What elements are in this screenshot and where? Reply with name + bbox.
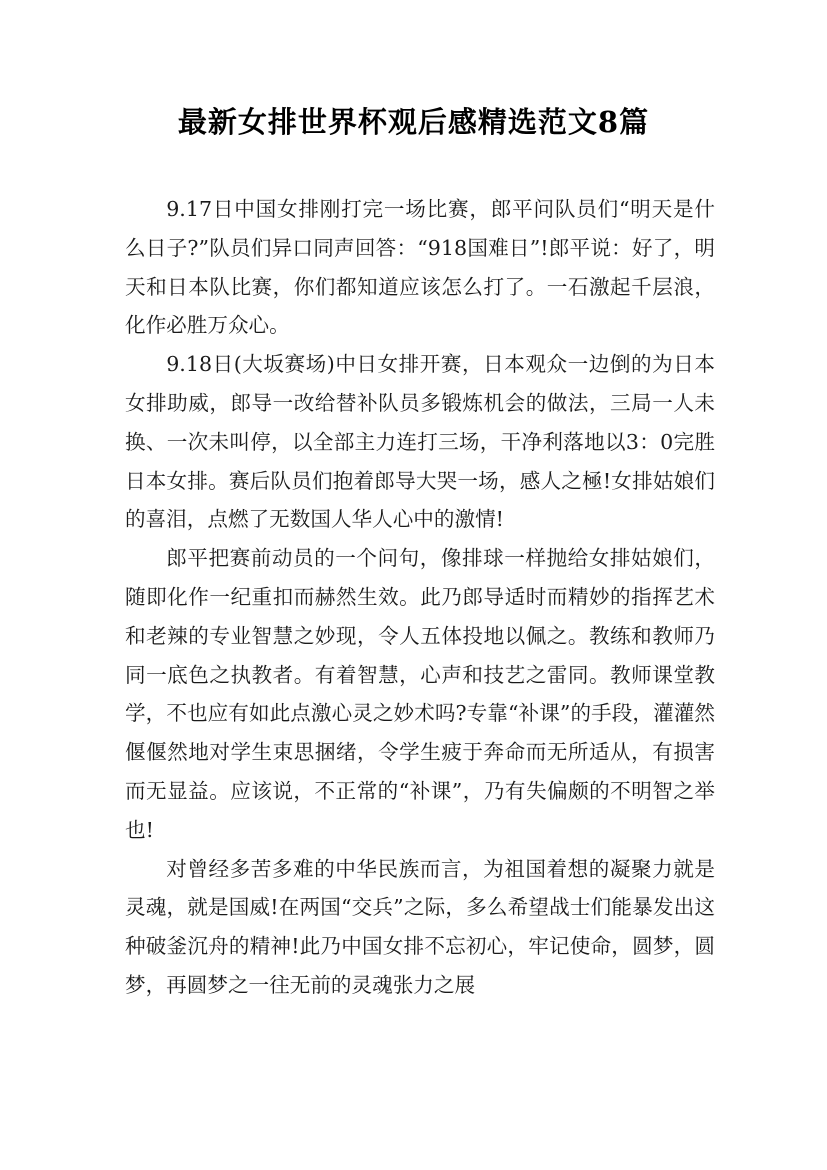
paragraph-1: 9.17日中国女排刚打完一场比赛，郎平问队员们“明天是什么日子?”队员们异口同声回答：“918国难日”!郎平说：好了，明天和日本队比赛，你们都知道应该怎么打了。一石激起千层浪，化作必胜万众心。 [125, 197, 715, 338]
paragraph-3: 郎平把赛前动员的一个问句，像排球一样抛给女排姑娘们，随即化作一纪重扣而赫然生效。此乃郎导适时而精妙的指挥艺术和老辣的专业智慧之妙现，令人五体投地以佩之。教练和教师乃同一底色之执教者。有着智慧，心声和技艺之雷同。教师课堂教学，不也应有如此点激心灵之妙术吗?专靠“补课”的手段，灌灌然偃偃然地对学生束思捆绪，令学生疲于奔命而无所适从，有损害而无显益。应该说，不正常的“补课”，乃有失偏颇的不明智之举也! [125, 546, 715, 842]
paragraph-2: 9.18日(大坂赛场)中日女排开赛，日本观众一边倒的为日本女排助威，郎导一改给替补队员多锻炼机会的做法，三局一人未换、一次未叫停，以全部主力连打三场，干净利落地以3：0完胜日本女排。赛后队员们抱着郎导大哭一场，感人之極!女排姑娘们的喜泪，点燃了无数国人华人心中的激情! [125, 352, 715, 532]
paragraph-4: 对曾经多苦多难的中华民族而言，为祖国着想的凝聚力就是灵魂，就是国威!在两国“交兵”之际，多么希望战士们能暴发出这种破釜沉舟的精神!此乃中国女排不忘初心，牢记使命，圆梦，圆梦，再圆梦之一往无前的灵魂张力之展 [125, 856, 715, 997]
document-title: 最新女排世界杯观后感精选范文8篇 [177, 105, 650, 139]
document-body [125, 190, 715, 1005]
